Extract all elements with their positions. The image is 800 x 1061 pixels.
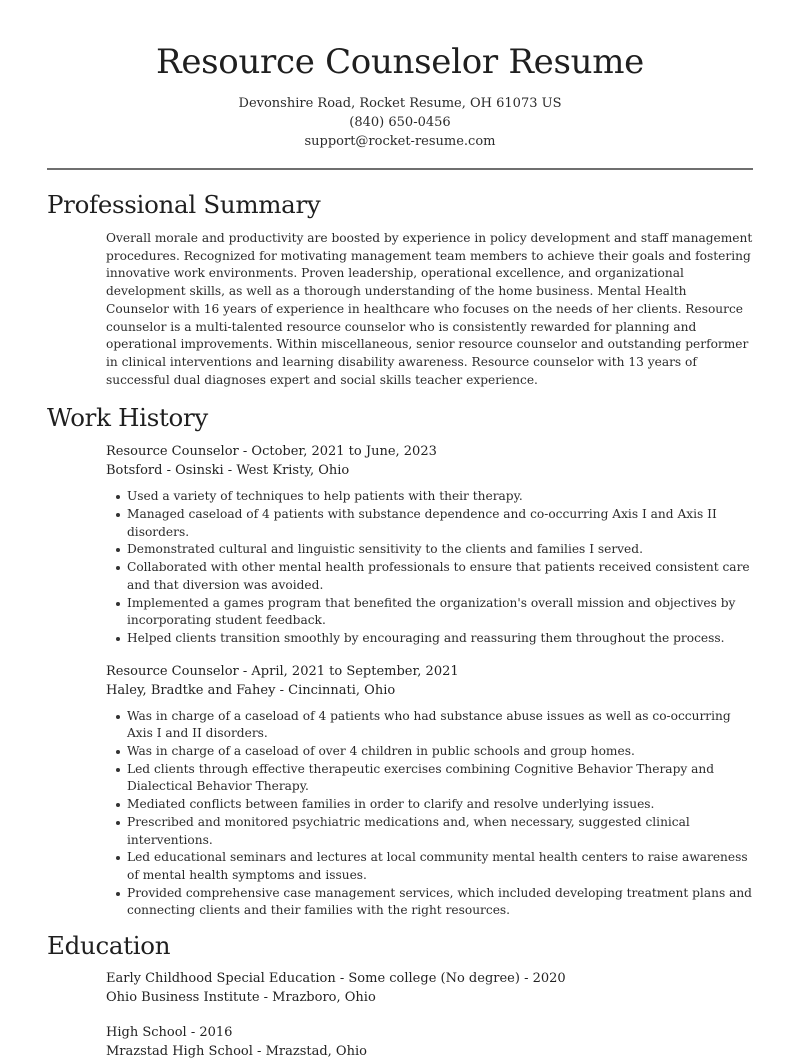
- job-bullet: [106, 761, 753, 796]
- section-heading-education: Education: [47, 931, 171, 961]
- job-bullet: [106, 488, 753, 506]
- bullet-icon: [116, 892, 120, 896]
- job-entry: [106, 442, 753, 647]
- bullet-text: Collaborated with other mental health professionals to ensure that patients received consistent care and that diversion was avoided.: [127, 560, 750, 592]
- job-entry: [106, 662, 753, 920]
- job-bullet: [106, 849, 753, 884]
- contact-phone: (840) 650-0456: [349, 115, 451, 130]
- job-company-location: Botsford - Osinski - West Kristy, Ohio: [106, 463, 350, 479]
- job-bullet: [106, 885, 753, 920]
- job-company-location: Haley, Bradtke and Fahey - Cincinnati, Ohio: [106, 682, 396, 698]
- contact-email: support@rocket-resume.com: [304, 134, 496, 149]
- job-bullet: [106, 595, 753, 630]
- education-entry: [106, 969, 753, 1007]
- bullet-icon: [116, 566, 120, 570]
- job-bullets: [106, 488, 753, 647]
- bullet-text: Implemented a games program that benefited the organization's overall mission and objectives by incorporating student feedback.: [127, 595, 736, 628]
- bullet-text: Used a variety of techniques to help patients with their therapy.: [127, 489, 523, 504]
- work-history-section: [47, 403, 753, 920]
- bullet-icon: [116, 715, 120, 719]
- job-bullet: [106, 708, 753, 743]
- bullet-icon: [116, 602, 120, 606]
- education-entry: [106, 1023, 753, 1061]
- bullet-text: Led educational seminars and lectures at local community mental health centers to raise awareness of mental health symptoms and issues.: [127, 850, 748, 882]
- resume-header: [47, 0, 753, 170]
- bullet-text: Was in charge of a caseload of over 4 children in public schools and group homes.: [127, 744, 635, 759]
- section-heading-summary: Professional Summary: [47, 190, 321, 219]
- bullet-icon: [116, 750, 120, 754]
- education-degree: High School - 2016: [106, 1025, 233, 1041]
- education-school: Ohio Business Institute - Mrazboro, Ohio: [106, 990, 376, 1006]
- job-bullet: [106, 506, 753, 541]
- professional-summary-section: [47, 190, 753, 389]
- bullet-icon: [116, 768, 120, 772]
- job-bullet: [106, 559, 753, 594]
- job-title-dates: Resource Counselor - April, 2021 to September, 2021: [106, 663, 459, 679]
- job-bullet: [106, 541, 753, 559]
- section-heading-work-history: Work History: [47, 403, 208, 433]
- job-bullet: [106, 743, 753, 761]
- bullet-icon: [116, 856, 120, 860]
- bullet-icon: [116, 803, 120, 807]
- summary-text: Overall morale and productivity are boosted by experience in policy development and staff management procedures. Recognized for motivating management team members to achieve their goals and fostering innovative work environments. Proven leadership, operational excellence, and organizational development skills, as well as a thorough understanding of the home business. Mental Health Counselor with 16 years of experience in healthcare who focuses on the needs of her clients. Resource counselor is a multi-talented resource counselor who is consistently rewarded for planning and operational improvements. Within miscellaneous, senior resource counselor and outstanding performer in clinical interventions and learning disability awareness. Resource counselor with 13 years of successful dual diagnoses expert and social skills teacher experience.: [106, 231, 753, 387]
- bullet-icon: [116, 513, 120, 517]
- bullet-icon: [116, 495, 120, 499]
- bullet-text: Demonstrated cultural and linguistic sensitivity to the clients and families I served.: [127, 542, 643, 557]
- bullet-text: Prescribed and monitored psychiatric medications and, when necessary, suggested clinical interventions.: [127, 814, 690, 847]
- bullet-text: Was in charge of a caseload of 4 patients who had substance abuse issues as well as co-occurring Axis I and II disorders.: [127, 708, 731, 741]
- job-bullets: [106, 708, 753, 920]
- bullet-text: Mediated conflicts between families in order to clarify and resolve underlying issues.: [127, 797, 655, 812]
- resume-title: Resource Counselor Resume: [156, 42, 644, 82]
- bullet-text: Managed caseload of 4 patients with substance dependence and co-occurring Axis I and Axis II disorders.: [127, 507, 717, 539]
- job-bullet: [106, 796, 753, 814]
- contact-block: [47, 94, 753, 151]
- job-bullet: [106, 814, 753, 849]
- contact-address: Devonshire Road, Rocket Resume, OH 61073 US: [238, 96, 562, 111]
- bullet-icon: [116, 548, 120, 552]
- bullet-text: Led clients through effective therapeutic exercises combining Cognitive Behavior Therapy and Dialectical Behavior Therapy.: [127, 761, 715, 794]
- job-bullet: [106, 630, 753, 648]
- bullet-text: Helped clients transition smoothly by encouraging and reassuring them throughout the process.: [127, 630, 725, 645]
- bullet-icon: [116, 637, 120, 641]
- bullet-icon: [116, 821, 120, 825]
- header-divider: [47, 168, 753, 170]
- bullet-text: Provided comprehensive case management services, which included developing treatment plans and connecting clients and their families with the right resources.: [127, 885, 752, 918]
- education-school: Mrazstad High School - Mrazstad, Ohio: [106, 1044, 367, 1060]
- job-title-dates: Resource Counselor - October, 2021 to June, 2023: [106, 444, 437, 460]
- education-section: [47, 931, 753, 1061]
- education-degree: Early Childhood Special Education - Some college (No degree) - 2020: [106, 971, 566, 987]
